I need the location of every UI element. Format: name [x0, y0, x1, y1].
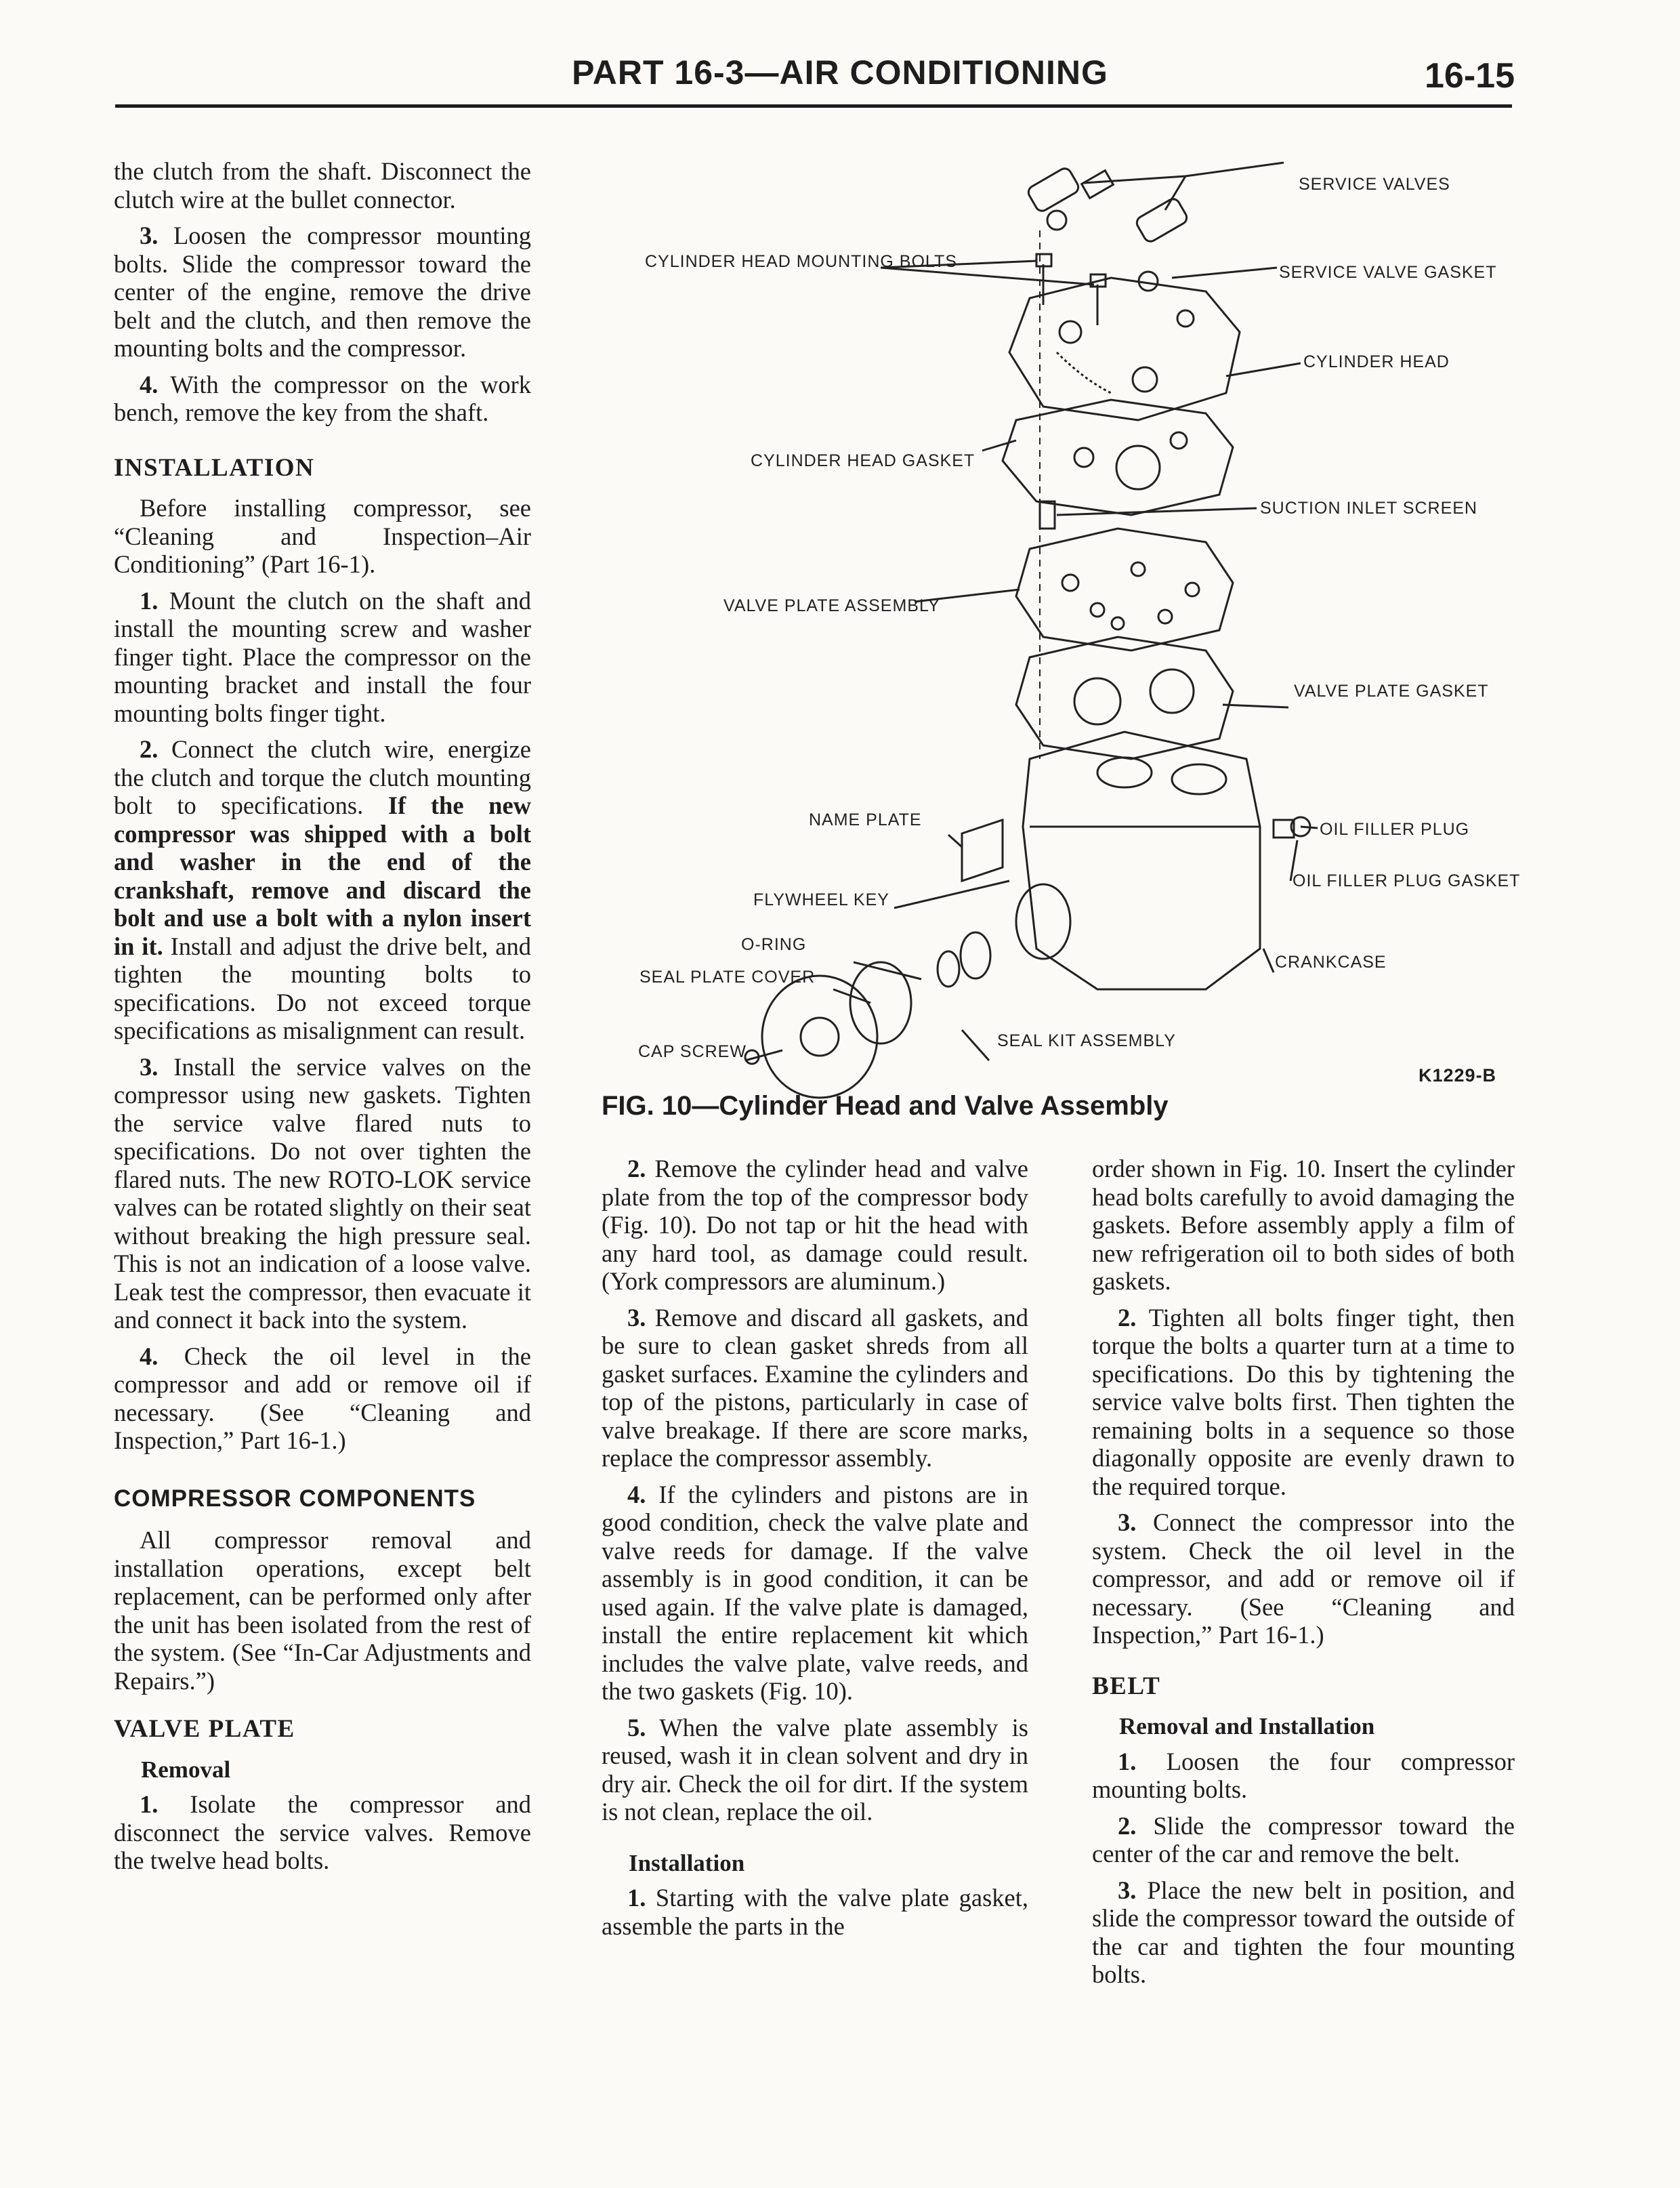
label-flywheel-key: FLYWHEEL KEY — [753, 890, 889, 909]
valve-plate-heading: VALVE PLATE — [114, 1715, 295, 1743]
label-cylinder-head-mounting-bolts: CYLINDER HEAD MOUNTING BOLTS — [645, 252, 957, 271]
paragraph-continued: the clutch from the shaft. Disconnect the clutch wire at the bullet connector. — [114, 157, 531, 213]
label-cap-screw: CAP SCREW — [638, 1042, 747, 1061]
label-name-plate: NAME PLATE — [809, 810, 922, 829]
label-seal-plate-cover: SEAL PLATE COVER — [639, 968, 816, 987]
valve-removal-step-5: 5. When the valve plate assembly is reused, wash it in clean solvent and dry in dry air. Check the oil for dirt. If the system is not clean, replace the oil. — [602, 1713, 1028, 1825]
valve-removal-step-2: 2. Remove the cylinder head and valve plate from the top of the compressor body (Fig. 10). Do not tap or hit the head with any hard tool, as damage could result. (York compressors are aluminum.) — [602, 1155, 1028, 1295]
middle-column — [602, 1155, 1028, 1948]
figure-caption: FIG. 10—Cylinder Head and Valve Assembly — [602, 1091, 1169, 1121]
belt-heading: BELT — [1092, 1672, 1161, 1700]
compressor-components-paragraph: All compressor removal and installation operations, except belt replacement, can be performed only after the unit has been isolated from the rest of the system. (See “In-Car Adjustments and Repairs.”) — [114, 1526, 531, 1695]
removal-heading: Removal — [141, 1756, 231, 1783]
label-o-ring: O-RING — [741, 935, 807, 954]
installation-step-3: 3. Install the service valves on the compressor using new gaskets. Tighten the service valve flared nuts to specifications. Do not over tighten the flared nuts. The new ROTO-LOK service valves can be rotated slightly on their seat without breaking the high pressure seal. This is not an indication of a loose valve. Leak test the compressor, then evacuate it and connect it back into the system. — [114, 1052, 532, 1334]
label-service-valves: SERVICE VALVES — [1299, 175, 1450, 194]
belt-step-3: 3. Place the new belt in position, and slide the compressor toward the outside of the car and tighten the four mounting bolts. — [1092, 1876, 1515, 1988]
installation-step-2: 2. Connect the clutch wire, energize the clutch and torque the clutch mounting bolt to specifications. If the new compressor was shipped with a bolt and washer in the end of the crankshaft, remove and discard the bolt and use a bolt with a nylon insert in it. Install and adjust the drive belt, and tighten the mounting bolts to specifications. Do not exceed torque specifications as misalignment can result. — [114, 735, 532, 1044]
page-header-title: PART 16-3—AIR CONDITIONING — [572, 54, 1108, 91]
belt-step-2: 2. Slide the compressor toward the center of the car and remove the belt. — [1092, 1811, 1515, 1867]
belt-step-1: 1. Loosen the four compressor mounting bolts. — [1092, 1747, 1515, 1803]
label-oil-filler-plug: OIL FILLER PLUG — [1320, 820, 1470, 839]
valve-installation-step-1-continued: order shown in Fig. 10. Insert the cylinder head bolts carefully to avoid damaging the gaskets. Before assembly apply a film of new refrigeration oil to both sides of both gaskets. — [1092, 1155, 1515, 1295]
valve-installation-step-1: 1. Starting with the valve plate gasket, assemble the parts in the — [602, 1884, 1029, 1940]
removal-step-3: 3. Loosen the compressor mounting bolts. Slide the compressor toward the center of the engine, remove the drive belt and the clutch, and then remove the mounting bolts and the compressor. — [114, 222, 532, 362]
compressor-components-heading: COMPRESSOR COMPONENTS — [114, 1485, 476, 1512]
label-oil-filler-plug-gasket: OIL FILLER PLUG GASKET — [1293, 871, 1521, 890]
removal-step-4: 4. With the compressor on the work bench, remove the key from the shaft. — [114, 370, 531, 426]
label-seal-kit-assembly: SEAL KIT ASSEMBLY — [997, 1031, 1176, 1050]
left-column — [114, 157, 531, 1883]
installation-step-4: 4. Check the oil level in the compressor and add or remove oil if necessary. (See “Cleaning and Inspection,” Part 16-1.) — [114, 1342, 531, 1454]
nylon-insert-warning: If the new compressor was shipped with a bolt and washer in the end of the crankshaft, remove and discard the bolt and use a bolt with a nylon insert in it. — [114, 791, 532, 960]
valve-installation-heading: Installation — [629, 1849, 745, 1876]
valve-removal-step-1: 1. Isolate the compressor and disconnect the service valves. Remove the twelve head bolts. — [114, 1790, 532, 1874]
installation-heading: INSTALLATION — [114, 453, 315, 482]
installation-intro: Before installing compressor, see “Cleaning and Inspection–Air Conditioning” (Part 16-1). — [114, 494, 531, 578]
valve-installation-step-2: 2. Tighten all bolts finger tight, then torque the bolts a quarter turn at a time to specifications. Do this by tightening the service valve bolts first. Then tighten the remaining bolts in a sequence so those diagonally opposite are evenly drawn to the required torque. — [1092, 1303, 1515, 1500]
belt-removal-installation-heading: Removal and Installation — [1119, 1713, 1375, 1739]
label-cylinder-head-gasket: CYLINDER HEAD GASKET — [751, 451, 975, 470]
label-cylinder-head: CYLINDER HEAD — [1303, 352, 1450, 371]
valve-removal-step-3: 3. Remove and discard all gaskets, and be sure to clean gasket shreds from all gasket surfaces. Examine the cylinders and top of the pistons, particularly in case of valve breakage. If there are score marks, replace the compressor assembly. — [602, 1303, 1028, 1472]
label-suction-inlet-screen: SUCTION INLET SCREEN — [1260, 499, 1477, 518]
page-number: 16-15 — [1425, 56, 1515, 96]
label-service-valve-gasket: SERVICE VALVE GASKET — [1279, 263, 1497, 282]
figure-cylinder-head-valve-assembly — [596, 149, 1524, 1105]
label-valve-plate-gasket: VALVE PLATE GASKET — [1294, 682, 1489, 701]
label-valve-plate-assembly: VALVE PLATE ASSEMBLY — [723, 596, 940, 615]
valve-installation-step-3: 3. Connect the compressor into the system. Check the oil level in the compressor, and add or remove oil if necessary. (See “Cleaning and Inspection,” Part 16-1.) — [1092, 1508, 1515, 1649]
installation-step-1: 1. Mount the clutch on the shaft and install the mounting screw and washer finger tight. Place the compressor on the mounting bracket and install the four mounting bolts finger tight. — [114, 586, 531, 727]
label-crankcase: CRANKCASE — [1275, 953, 1387, 972]
valve-removal-step-4: 4. If the cylinders and pistons are in good condition, check the valve plate and valve reeds for damage. If the valve assembly is in good condition, it can be used again. If the valve plate is damaged, install the entire replacement kit which includes the valve plate, valve reeds, and the two gaskets (Fig. 10). — [602, 1480, 1029, 1705]
header-rule — [115, 104, 1512, 108]
figure-code: K1229-B — [1419, 1065, 1497, 1086]
right-column — [1092, 1155, 1515, 1997]
